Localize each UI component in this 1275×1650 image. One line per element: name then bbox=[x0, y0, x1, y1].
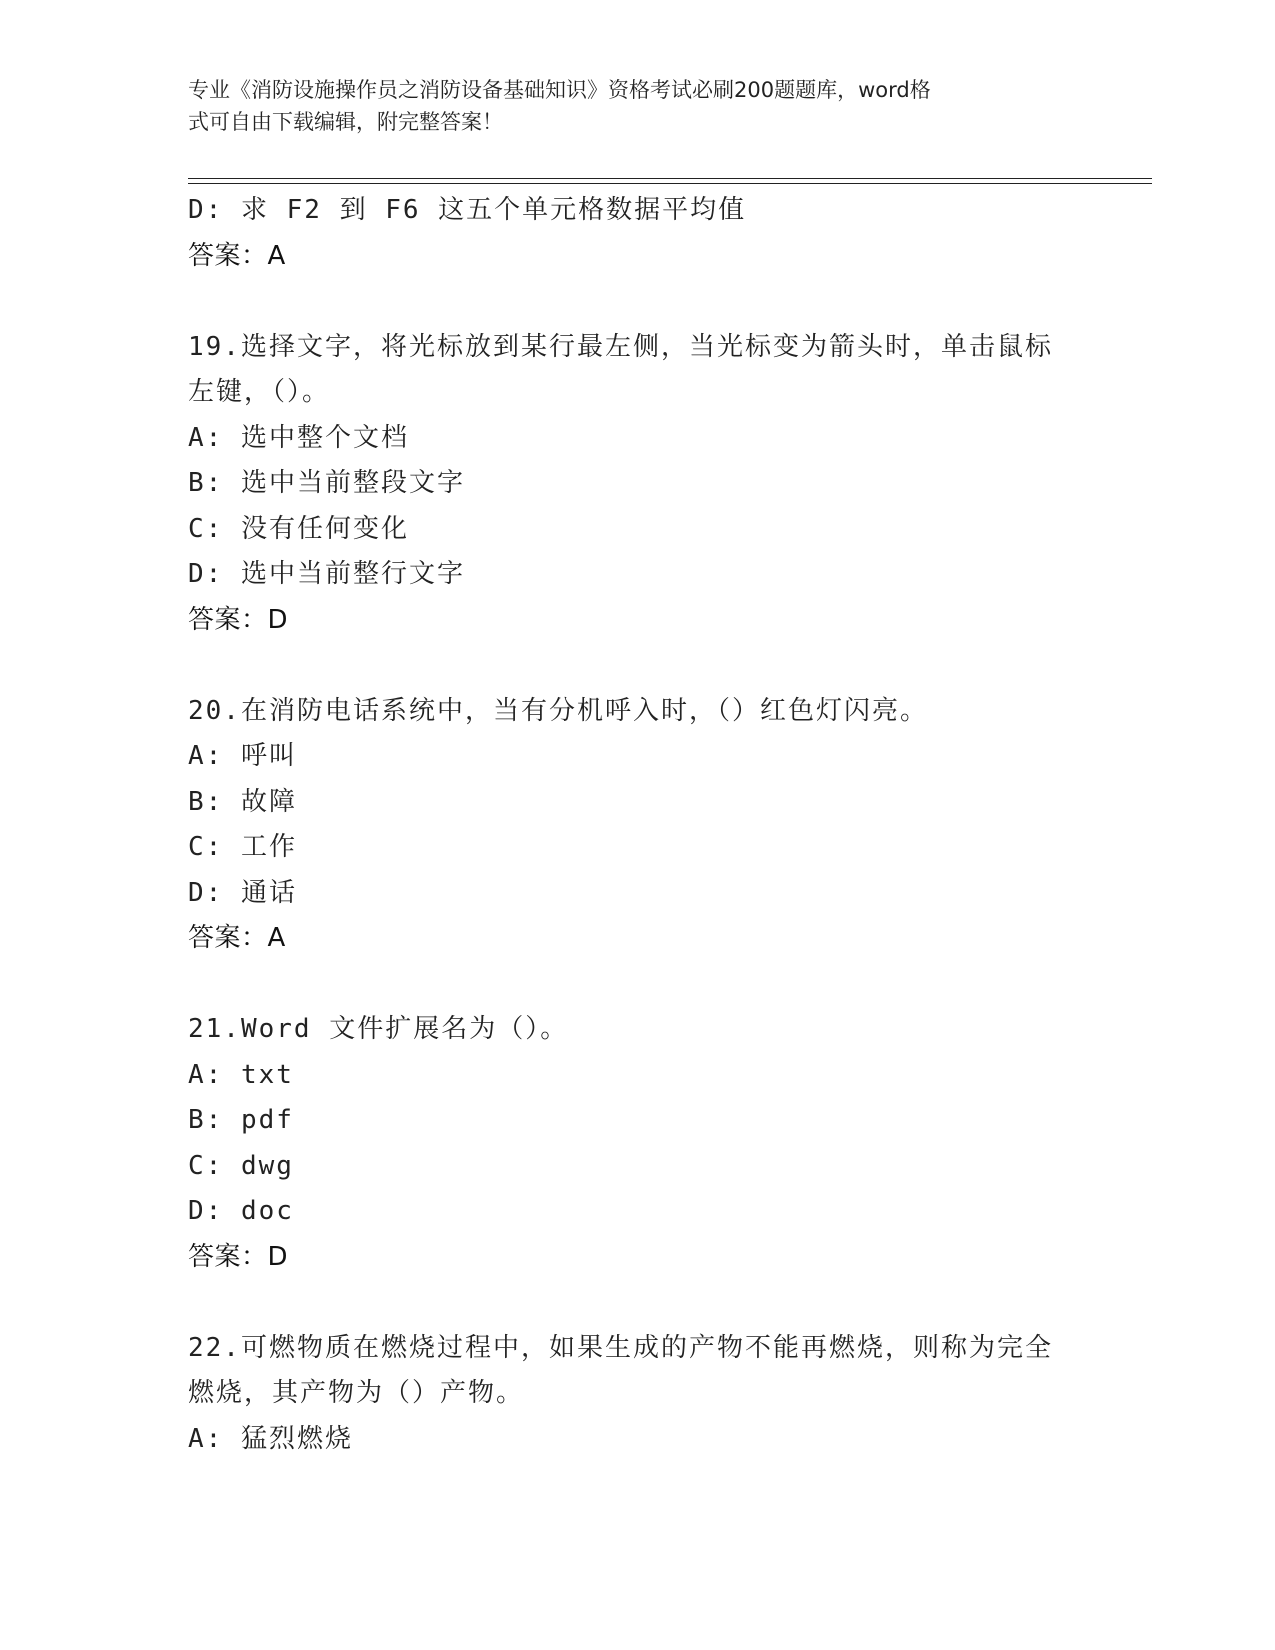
header-title-line-1: 专业《消防设施操作员之消防设备基础知识》资格考试必刷200题题库，word格 bbox=[188, 78, 931, 102]
question-text-line-2: 燃烧，其产物为（）产物。 bbox=[188, 1378, 525, 1408]
spacer bbox=[188, 643, 1088, 689]
answer: 答案：D bbox=[188, 604, 289, 635]
question-text-line-1: 19.选择文字，将光标放到某行最左侧，当光标变为箭头时，单击鼠标 bbox=[188, 331, 1053, 362]
option-d: D: 通话 bbox=[188, 877, 297, 908]
question-21 bbox=[188, 1007, 1088, 1280]
answer: 答案：A bbox=[188, 240, 286, 271]
option-c: C: dwg bbox=[188, 1150, 294, 1181]
question-22 bbox=[188, 1326, 1088, 1463]
answer: 答案：D bbox=[188, 1241, 289, 1272]
question-18 bbox=[188, 188, 1088, 279]
header-title-line-2: 式可自由下载编辑，附完整答案！ bbox=[188, 110, 503, 134]
option-c: C: 工作 bbox=[188, 832, 297, 862]
option-a: A: 呼叫 bbox=[188, 741, 297, 771]
option-d: D: doc bbox=[188, 1196, 294, 1226]
option-b: B: 故障 bbox=[188, 786, 297, 817]
option-c: C: 没有任何变化 bbox=[188, 513, 409, 544]
spacer bbox=[188, 1280, 1088, 1326]
option-a: A: 猛烈燃烧 bbox=[188, 1423, 353, 1454]
option-b: B: 选中当前整段文字 bbox=[188, 468, 465, 498]
answer: 答案：A bbox=[188, 923, 286, 953]
question-19 bbox=[188, 325, 1088, 644]
option-b: B: pdf bbox=[188, 1105, 294, 1135]
spacer bbox=[188, 279, 1088, 325]
page-header bbox=[188, 74, 1088, 138]
option-d: D: 求 F2 到 F6 这五个单元格数据平均值 bbox=[188, 195, 747, 225]
question-text-line-2: 左键，（）。 bbox=[188, 377, 331, 407]
question-text-line-1: 21.Word 文件扩展名为（）。 bbox=[188, 1014, 569, 1044]
question-text-line-1: 22.可燃物质在燃烧过程中，如果生成的产物不能再燃烧，则称为完全 bbox=[188, 1332, 1053, 1363]
header-divider bbox=[188, 178, 1152, 184]
question-text-line-1: 20.在消防电话系统中，当有分机呼入时，（）红色灯闪亮。 bbox=[188, 695, 928, 726]
option-a: A: 选中整个文档 bbox=[188, 422, 409, 453]
question-list bbox=[188, 188, 1088, 1462]
option-a: A: txt bbox=[188, 1059, 294, 1090]
spacer bbox=[188, 962, 1088, 1008]
option-d: D: 选中当前整行文字 bbox=[188, 559, 465, 589]
question-20 bbox=[188, 689, 1088, 962]
